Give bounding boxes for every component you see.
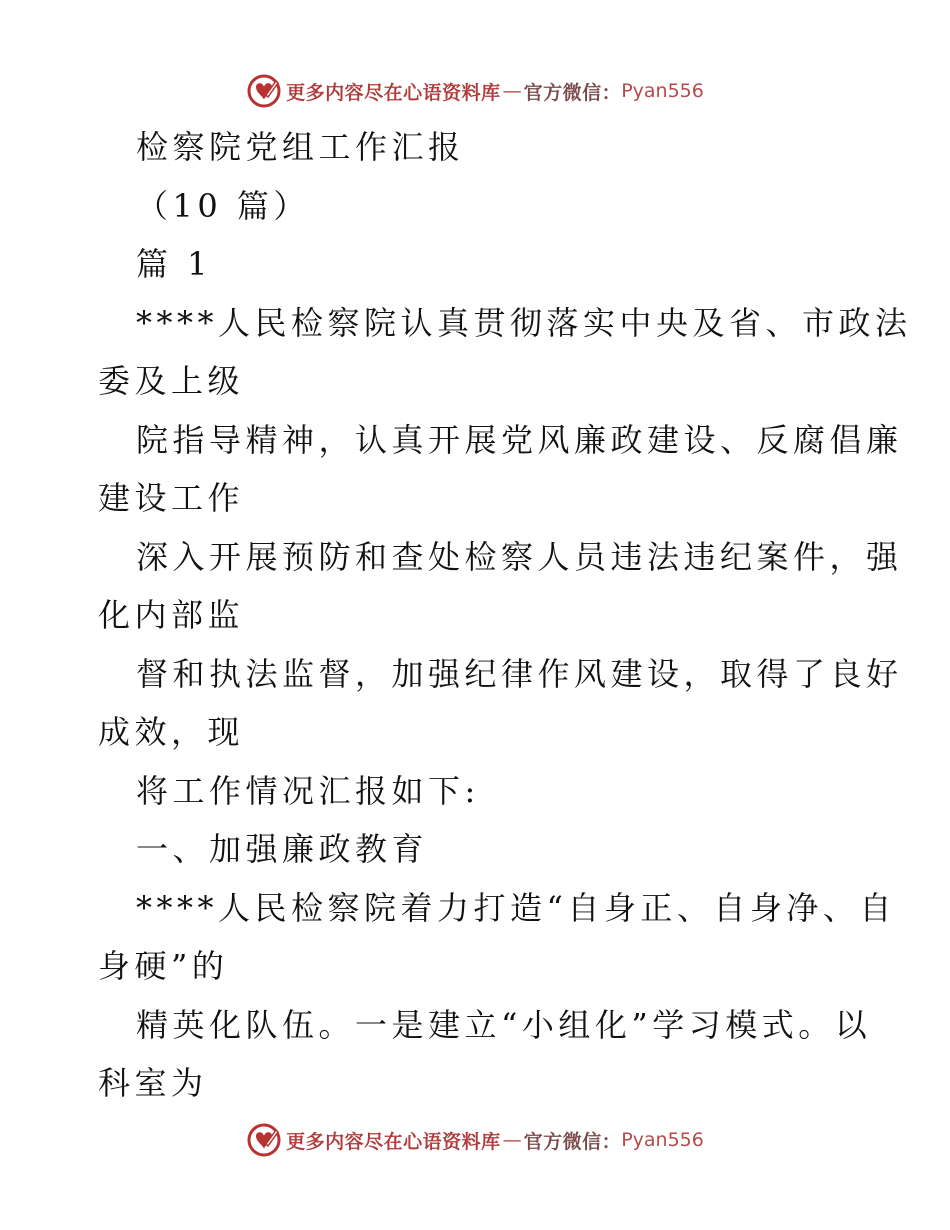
document-line: 科室为 bbox=[98, 1064, 208, 1102]
pen-heart-icon bbox=[246, 73, 282, 109]
document-body bbox=[98, 118, 912, 1113]
watermark-main-text: 更多内容尽在心语资料库 bbox=[286, 1130, 501, 1153]
watermark-wechat-id: Pyan556 bbox=[621, 80, 704, 102]
document-line: 委及上级 bbox=[98, 362, 245, 400]
document-line: 检察院党组工作汇报 bbox=[136, 128, 465, 166]
document-line: 成效，现 bbox=[98, 713, 245, 751]
watermark-main-text: 更多内容尽在心语资料库 bbox=[286, 81, 501, 104]
watermark-official-label: 官方微信： bbox=[523, 81, 622, 104]
document-line: 精英化队伍。一是建立“小组化”学习模式。以 bbox=[136, 1005, 872, 1044]
document-line: 一、加强廉政教育 bbox=[136, 830, 429, 868]
header-watermark bbox=[0, 71, 950, 111]
document-line: 篇 1 bbox=[136, 245, 213, 283]
document-line: 将工作情况汇报如下: bbox=[136, 771, 480, 810]
document-line: （10 篇） bbox=[136, 186, 310, 225]
document-line: 身硬”的 bbox=[98, 947, 229, 985]
watermark-separator: — bbox=[502, 1129, 522, 1151]
watermark-separator: — bbox=[502, 80, 522, 102]
watermark-official-label: 官方微信： bbox=[523, 1130, 622, 1153]
document-line: ****人民检察院着力打造“自身正、自身净、自 bbox=[136, 888, 896, 927]
document-line: 化内部监 bbox=[98, 596, 245, 634]
document-line: 建设工作 bbox=[98, 479, 245, 517]
pen-heart-icon bbox=[246, 1122, 282, 1158]
document-line: ****人民检察院认真贯彻落实中央及省、市政法 bbox=[136, 303, 912, 342]
document-line: 深入开展预防和查处检察人员违法违纪案件，强 bbox=[136, 537, 903, 576]
watermark-wechat-id: Pyan556 bbox=[621, 1129, 704, 1151]
footer-watermark bbox=[0, 1120, 950, 1160]
document-line: 督和执法监督，加强纪律作风建设，取得了良好 bbox=[136, 654, 903, 693]
document-line: 院指导精神，认真开展党风廉政建设、反腐倡廉 bbox=[136, 420, 903, 459]
